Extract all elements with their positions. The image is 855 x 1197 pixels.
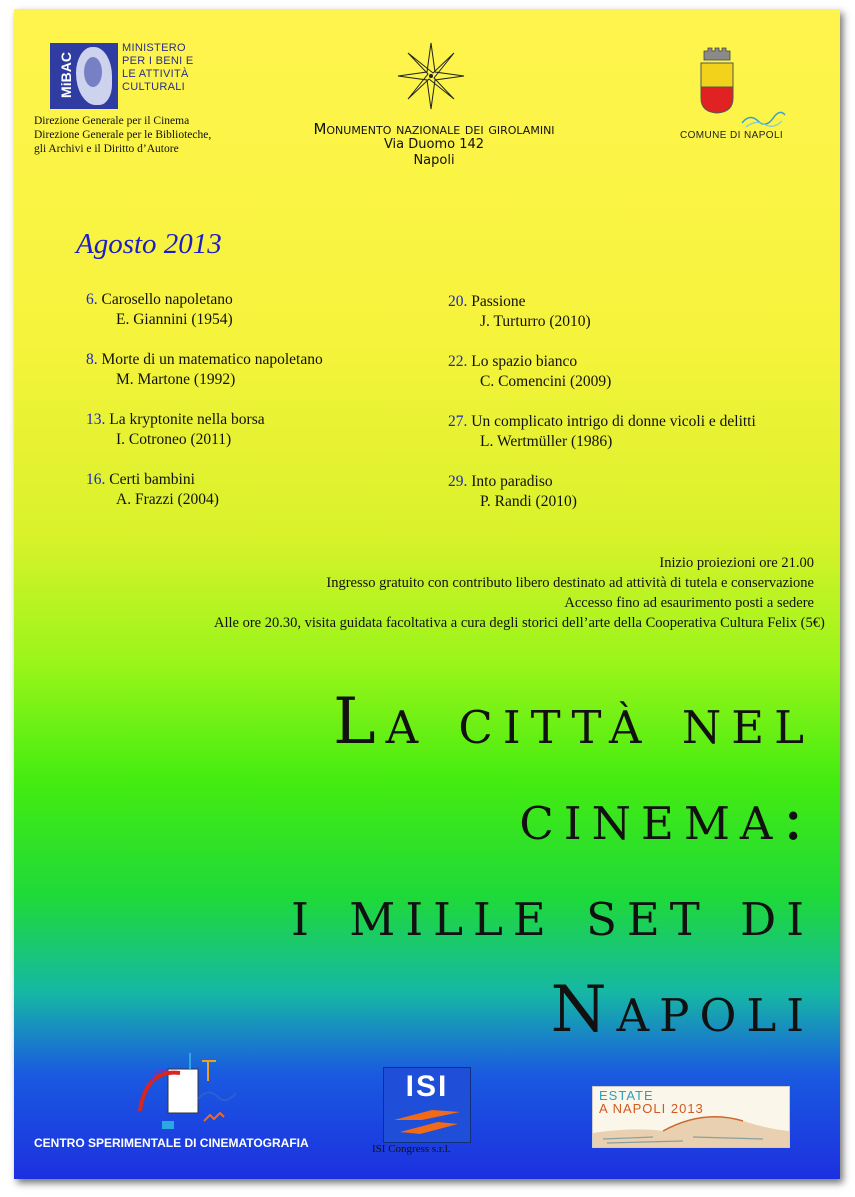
film-director: M. Martone (1992) xyxy=(116,371,236,388)
venue-name: Monumento nazionale dei girolamini xyxy=(313,120,555,138)
mibac-logo xyxy=(50,43,118,109)
mibac-logo-text: MiBAC xyxy=(58,52,74,98)
film-title: Into paradiso xyxy=(471,473,553,490)
crown-icon xyxy=(703,47,731,61)
film-title: Certi bambini xyxy=(109,471,195,488)
csc-logo xyxy=(132,1051,242,1133)
shield-icon xyxy=(700,62,734,114)
film-entry xyxy=(448,292,591,332)
comune-napoli-logo xyxy=(676,47,786,147)
csc-caption: CENTRO SPERIMENTALE DI CINEMATOGRAFIA xyxy=(34,1136,309,1150)
film-entry xyxy=(86,410,265,450)
film-title: Passione xyxy=(471,293,526,310)
film-day: 13. xyxy=(86,411,106,428)
comune-caption: COMUNE DI NAPOLI xyxy=(680,130,784,141)
film-director: E. Giannini (1954) xyxy=(116,311,233,328)
ministry-name: MINISTERO PER I BENI E LE ATTIVITÀ CULTURALI xyxy=(122,42,194,93)
film-day: 20. xyxy=(448,293,468,310)
estate-line1: ESTATE xyxy=(599,1088,654,1103)
month-heading: Agosto 2013 xyxy=(76,228,222,260)
film-entry xyxy=(86,350,323,390)
wave-icon xyxy=(740,107,786,129)
estate-line2: A NAPOLI 2013 xyxy=(599,1101,704,1116)
compass-star-icon xyxy=(397,42,465,110)
venue-city: Napoli xyxy=(413,153,455,168)
estate-napoli-logo xyxy=(592,1086,790,1148)
film-entry xyxy=(448,352,611,392)
film-day: 6. xyxy=(86,291,98,308)
film-entry xyxy=(86,290,233,330)
event-title: La città nel cinema: i mille set di Napoli xyxy=(291,685,814,1047)
isi-caption: ISI Congress s.r.l. xyxy=(372,1143,451,1155)
film-director: J. Turturro (2010) xyxy=(480,313,591,330)
isi-swoosh-icon xyxy=(392,1106,462,1136)
film-entry xyxy=(448,412,756,452)
film-director: P. Randi (2010) xyxy=(480,493,577,510)
film-entry xyxy=(448,472,577,512)
poster xyxy=(14,9,840,1179)
isi-logo xyxy=(383,1067,471,1143)
film-title: Morte di un matematico napoletano xyxy=(101,351,323,368)
isi-logo-text: ISI xyxy=(405,1070,449,1103)
directorates: Direzione Generale per il Cinema Direzione Generale per le Biblioteche, gli Archivi e il Diritto d’Autore xyxy=(34,115,212,155)
film-entry xyxy=(86,470,219,510)
film-director: C. Comencini (2009) xyxy=(480,373,612,390)
film-director: I. Cotroneo (2011) xyxy=(116,431,232,448)
venue-info xyxy=(264,121,604,169)
venue-address: Via Duomo 142 xyxy=(383,137,485,152)
film-title: La kryptonite nella borsa xyxy=(109,411,265,428)
film-day: 16. xyxy=(86,471,106,488)
screening-info: Inizio proiezioni ore 21.00 Ingresso gratuito con contributo libero destinato ad attività di tutela e conservazione Accesso fino ad esaurimento posti a sedere Alle ore 20.30, visita guidata facoltativa a cura degli storici dell’arte della Cooperativa Cultura Felix (5€) xyxy=(214,555,825,631)
film-director: L. Wertmüller (1986) xyxy=(480,433,613,450)
film-title: Carosello napoletano xyxy=(101,291,233,308)
film-day: 29. xyxy=(448,473,468,490)
film-day: 27. xyxy=(448,413,468,430)
film-day: 22. xyxy=(448,353,468,370)
film-title: Un complicato intrigo di donne vicoli e delitti xyxy=(471,413,756,430)
film-title: Lo spazio bianco xyxy=(471,353,578,370)
film-day: 8. xyxy=(86,351,98,368)
film-director: A. Frazzi (2004) xyxy=(116,491,219,508)
